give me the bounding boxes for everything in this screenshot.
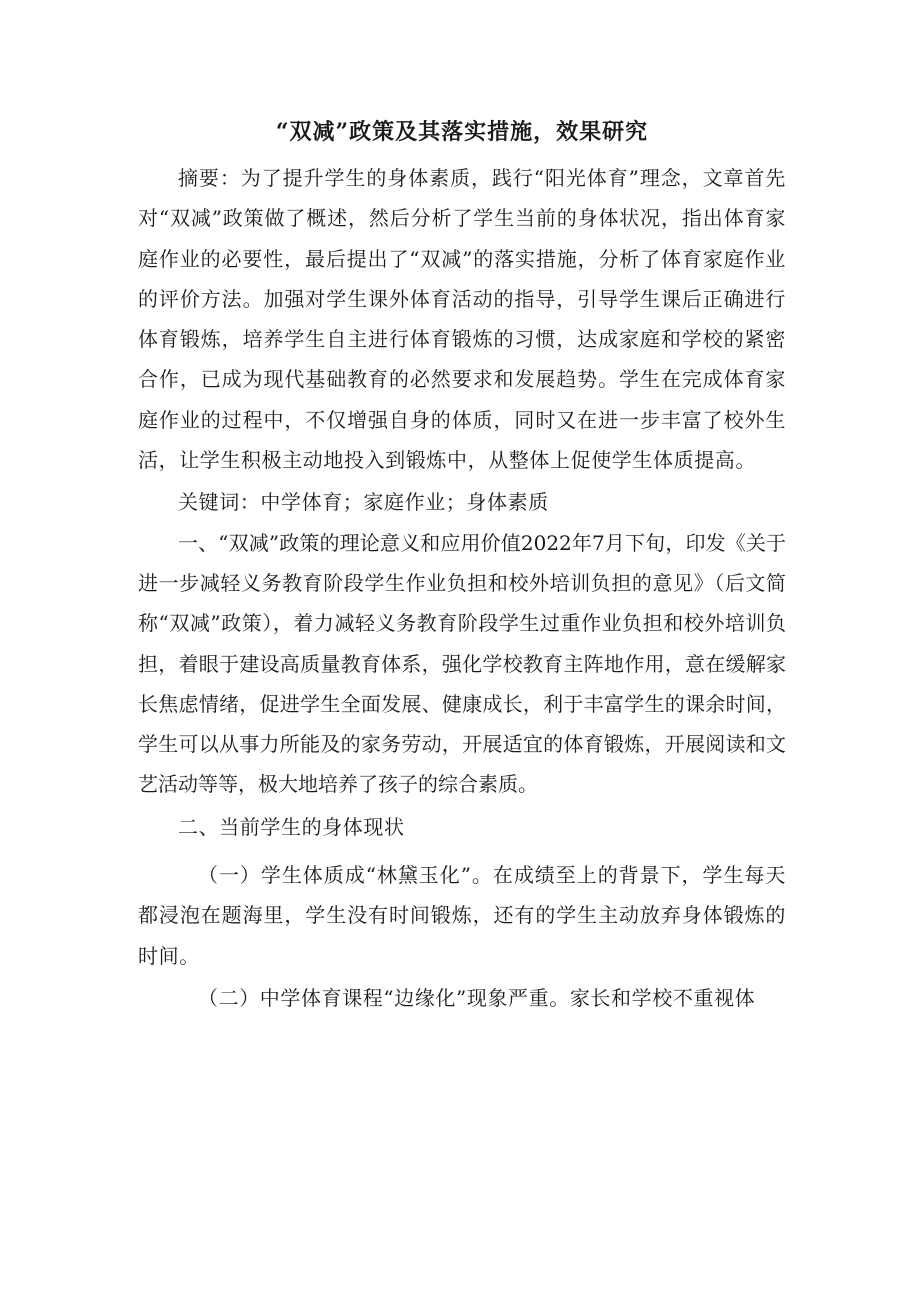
document-page	[138, 112, 786, 1018]
section2-heading: 二、当前学生的身体现状	[178, 814, 405, 839]
section2-item2-paragraph: （二）中学体育课程“边缘化”现象严重。家长和学校不重视体	[198, 985, 756, 1010]
section1-paragraph: 一、“双减”政策的理论意义和应用价值2022年7月下旬，印发《关于进一步减轻义务教育阶段学生作业负担和校外培训负担的意见》（后文简称“双减”政策），着力减轻义务教育阶段学生过重作业负担和校外培训负担，着眼于建设高质量教育体系，强化学校教育主阵地作用，意在缓解家长焦虑情绪，促进学生全面发展、健康成长，利于丰富学生的课余时间，学生可以从事力所能及的家务劳动，开展适宜的体育锻炼，开展阅读和文艺活动等等，极大地培养了孩子的综合素质。	[138, 530, 786, 797]
section2-item1-paragraph: （一）学生体质成“林黛玉化”。在成绩至上的背景下，学生每天都浸泡在题海里，学生没有时间锻炼，还有的学生主动放弃身体锻炼的时间。	[138, 863, 786, 968]
document-title: “双减”政策及其落实措施，效果研究	[275, 119, 649, 145]
abstract-paragraph: 摘要：为了提升学生的身体素质，践行“阳光体育”理念，文章首先对“双减”政策做了概述，然后分析了学生当前的身体状况，指出体育家庭作业的必要性，最后提出了“双减”的落实措施，分析了体育家庭作业的评价方法。加强对学生课外体育活动的指导，引导学生课后正确进行体育锻炼，培养学生自主进行体育锻炼的习惯，达成家庭和学校的紧密合作，已成为现代基础教育的必然要求和发展趋势。学生在完成体育家庭作业的过程中，不仅增强自身的体质，同时又在进一步丰富了校外生活，让学生积极主动地投入到锻炼中，从整体上促使学生体质提高。	[138, 166, 786, 473]
keywords-paragraph: 关键词：中学体育；家庭作业；身体素质	[178, 490, 549, 515]
